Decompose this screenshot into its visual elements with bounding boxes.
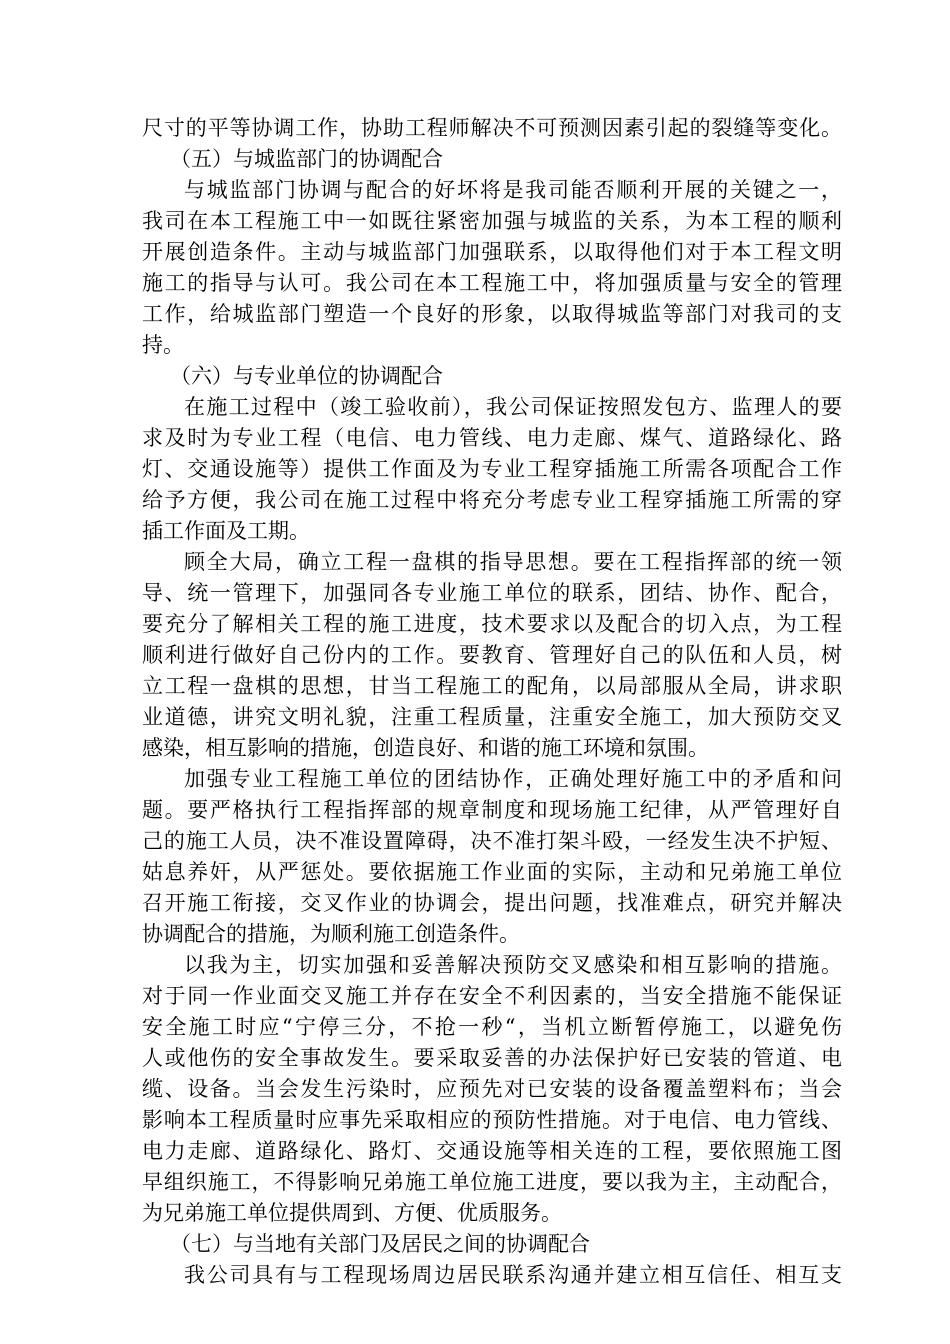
text-line: 给予方便，我公司在施工过程中将充分考虑专业工程穿插施工所需的穿 (142, 488, 842, 512)
text-line: 我司在本工程施工中一如既往紧密加强与城监的关系，为本工程的顺利 (142, 209, 842, 233)
text-line: 在施工过程中（竣工验收前），我公司保证按照发包方、监理人的要 (184, 395, 842, 419)
text-line: 插工作面及工期。 (142, 519, 310, 543)
section-heading: （五）与城监部门的协调配合 (170, 147, 443, 171)
text-line: 立工程一盘棋的思想，甘当工程施工的配角，以局部服从全局，讲求职 (142, 674, 842, 698)
text-line: 早组织施工，不得影响兄弟施工单位施工进度，要以我为主，主动配合， (142, 1170, 842, 1194)
text-line: 姑息养奸，从严惩处。要依据施工作业面的实际，主动和兄弟施工单位 (142, 860, 842, 884)
text-line: 为兄弟施工单位提供周到、方便、优质服务。 (142, 1201, 562, 1225)
text-line: 对于同一作业面交叉施工并存在安全不利因素的，当安全措施不能保证 (142, 984, 842, 1008)
text-line: 导、统一管理下，加强同各专业施工单位的联系，团结、协作、配合， (142, 581, 842, 605)
text-line: 以我为主，切实加强和妥善解决预防交叉感染和相互影响的措施。 (184, 953, 842, 977)
text-line: 感染，相互影响的措施，创造良好、和谐的施工环境和氛围。 (142, 736, 709, 760)
text-line: 持。 (142, 333, 184, 357)
text-line: 开展创造条件。主动与城监部门加强联系，以取得他们对于本工程文明 (142, 240, 842, 264)
text-line: 人或他伤的安全事故发生。要采取妥善的办法保护好已安装的管道、电 (142, 1046, 842, 1070)
text-line: 求及时为专业工程（电信、电力管线、电力走廊、煤气、道路绿化、路 (142, 426, 842, 450)
text-line: 召开施工衔接，交叉作业的协调会，提出问题，找准难点，研究并解决 (142, 891, 842, 915)
text-line: 题。要严格执行工程指挥部的规章制度和现场施工纪律，从严管理好自 (142, 798, 842, 822)
text-line: 要充分了解相关工程的施工进度，技术要求以及配合的切入点，为工程 (142, 612, 842, 636)
text-line: 影响本工程质量时应事先采取相应的预防性措施。对于电信、电力管线、 (142, 1108, 842, 1132)
text-line: 安全施工时应“宁停三分，不抢一秒“，当机立断暂停施工，以避免伤 (142, 1015, 842, 1039)
section-heading: （七）与当地有关部门及居民之间的协调配合 (170, 1232, 590, 1256)
text-line: 尺寸的平等协调工作，协助工程师解决不可预测因素引起的裂缝等变化。 (142, 116, 842, 140)
text-line: 工作，给城监部门塑造一个良好的形象，以取得城监等部门对我司的支 (142, 302, 842, 326)
text-line: 顾全大局，确立工程一盘棋的指导思想。要在工程指挥部的统一领 (184, 550, 842, 574)
text-line: 与城监部门协调与配合的好坏将是我司能否顺利开展的关键之一， (184, 178, 842, 202)
text-line: 缆、设备。当会发生污染时，应预先对已安装的设备覆盖塑料布；当会 (142, 1077, 842, 1101)
text-line: 协调配合的措施，为顺利施工创造条件。 (142, 922, 520, 946)
text-line: 灯、交通设施等）提供工作面及为专业工程穿插施工所需各项配合工作 (142, 457, 842, 481)
text-line: 电力走廊、道路绿化、路灯、交通设施等相关连的工程，要依照施工图 (142, 1139, 842, 1163)
text-line: 加强专业工程施工单位的团结协作，正确处理好施工中的矛盾和问 (184, 767, 842, 791)
text-line: 己的施工人员，决不准设置障碍，决不准打架斗殴，一经发生决不护短、 (142, 829, 842, 853)
text-line: 业道德，讲究文明礼貌，注重工程质量，注重安全施工，加大预防交叉 (142, 705, 842, 729)
text-line: 顺利进行做好自己份内的工作。要教育、管理好自己的队伍和人员，树 (142, 643, 842, 667)
text-line: 我公司具有与工程现场周边居民联系沟通并建立相互信任、相互支 (184, 1263, 842, 1287)
text-line: 施工的指导与认可。我公司在本工程施工中，将加强质量与安全的管理 (142, 271, 842, 295)
section-heading: （六）与专业单位的协调配合 (170, 364, 443, 388)
